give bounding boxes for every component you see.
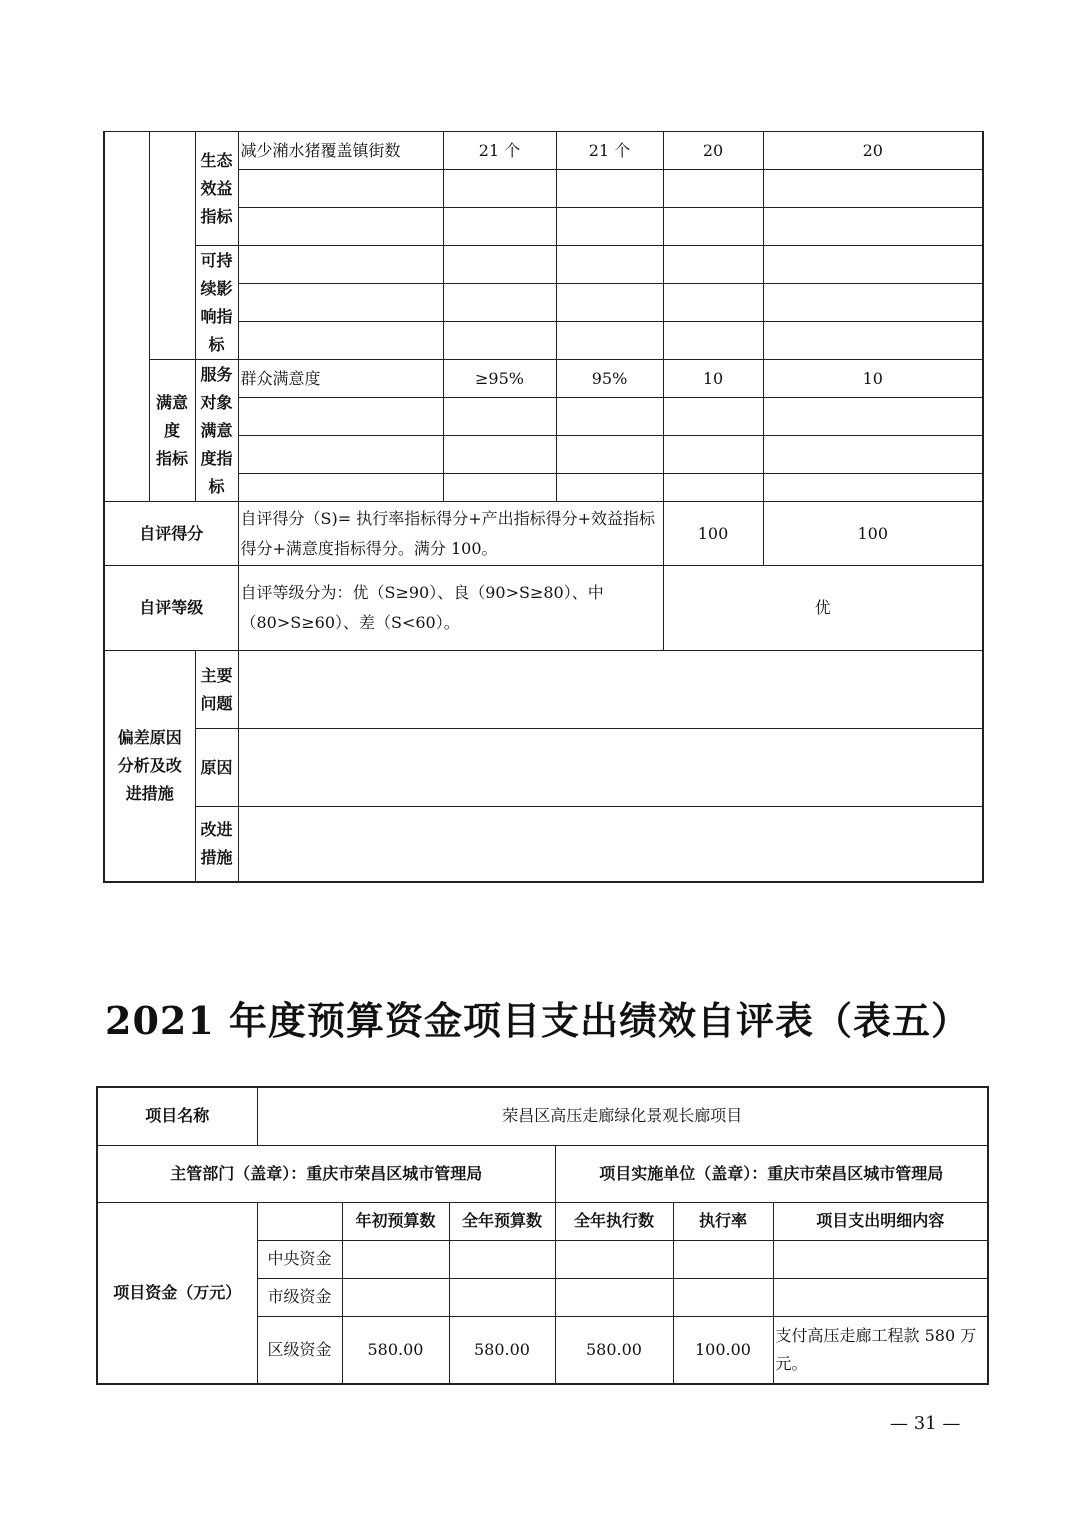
benefit-blank-cell <box>149 132 195 360</box>
empty-cell <box>763 398 983 436</box>
initial-budget-cell <box>342 1240 449 1278</box>
self-score-weight: 100 <box>663 502 763 566</box>
satisfaction-indicator-target: ≥95% <box>443 360 556 398</box>
initial-budget-cell <box>342 1278 449 1316</box>
annual-execution-cell <box>555 1278 673 1316</box>
satisfaction-group-label: 满意 度 指标 <box>149 360 195 502</box>
improvement-content <box>238 807 983 882</box>
execution-rate-cell: 100.00 <box>673 1316 773 1384</box>
empty-cell <box>443 474 556 502</box>
initial-budget-cell: 580.00 <box>342 1316 449 1384</box>
empty-cell <box>443 436 556 474</box>
eco-indicator-score: 20 <box>763 132 983 170</box>
self-grade-value: 优 <box>663 566 983 651</box>
outer-blank-cell <box>104 132 149 502</box>
service-satisfaction-label: 服务 对象 满意 度指 标 <box>195 360 238 502</box>
empty-cell <box>763 208 983 246</box>
empty-cell <box>238 170 443 208</box>
annual-budget-cell <box>449 1240 555 1278</box>
empty-cell <box>443 398 556 436</box>
reason-label: 原因 <box>195 729 238 807</box>
improvement-label: 改进 措施 <box>195 807 238 882</box>
eco-benefit-label: 生态 效益 指标 <box>195 132 238 246</box>
header-annual-budget: 全年预算数 <box>449 1202 555 1240</box>
empty-cell <box>443 208 556 246</box>
header-blank-cell <box>257 1202 342 1240</box>
empty-cell <box>556 284 663 322</box>
empty-cell <box>663 436 763 474</box>
empty-cell <box>763 322 983 360</box>
empty-cell <box>443 284 556 322</box>
self-grade-label: 自评等级 <box>104 566 238 651</box>
sustain-impact-label: 可持 续影 响指 标 <box>195 246 238 360</box>
execution-rate-cell <box>673 1240 773 1278</box>
page-title: 2021 年度预算资金项目支出绩效自评表（表五） <box>105 998 970 1043</box>
supervising-department: 主管部门（盖章）：重庆市荣昌区城市管理局 <box>97 1145 555 1202</box>
empty-cell <box>663 474 763 502</box>
annual-budget-cell <box>449 1278 555 1316</box>
empty-cell <box>238 208 443 246</box>
page-number: — 31 — <box>890 1413 961 1434</box>
implementing-unit: 项目实施单位（盖章）：重庆市荣昌区城市管理局 <box>555 1145 988 1202</box>
annual-execution-cell <box>555 1240 673 1278</box>
header-initial-budget: 年初预算数 <box>342 1202 449 1240</box>
empty-cell <box>663 208 763 246</box>
empty-cell <box>663 246 763 284</box>
project-name-label: 项目名称 <box>97 1087 257 1145</box>
empty-cell <box>238 398 443 436</box>
expense-detail-cell: 支付高压走廊工程款 580 万元。 <box>773 1316 988 1384</box>
empty-cell <box>556 322 663 360</box>
satisfaction-indicator-score: 10 <box>763 360 983 398</box>
empty-cell <box>663 170 763 208</box>
self-grade-description: 自评等级分为：优（S≥90）、良（90>S≥80）、中（80>S≥60）、差（S<60）。 <box>238 566 663 651</box>
empty-cell <box>556 398 663 436</box>
project-name-value: 荣昌区高压走廊绿化景观长廊项目 <box>257 1087 988 1145</box>
empty-cell <box>556 474 663 502</box>
fund-source-name: 市级资金 <box>257 1278 342 1316</box>
header-expense-detail: 项目支出明细内容 <box>773 1202 988 1240</box>
main-problem-content <box>238 651 983 729</box>
empty-cell <box>763 284 983 322</box>
header-annual-execution: 全年执行数 <box>555 1202 673 1240</box>
performance-indicator-table <box>103 131 984 883</box>
empty-cell <box>763 246 983 284</box>
deviation-analysis-label: 偏差原因 分析及改 进措施 <box>104 651 195 882</box>
empty-cell <box>556 170 663 208</box>
empty-cell <box>238 246 443 284</box>
self-score-description: 自评得分（S)= 执行率指标得分+产出指标得分+效益指标得分+满意度指标得分。满分 100。 <box>238 502 663 566</box>
project-fund-label: 项目资金（万元） <box>97 1202 257 1384</box>
empty-cell <box>443 322 556 360</box>
empty-cell <box>663 284 763 322</box>
empty-cell <box>443 246 556 284</box>
expense-detail-cell <box>773 1278 988 1316</box>
fund-source-name: 中央资金 <box>257 1240 342 1278</box>
header-execution-rate: 执行率 <box>673 1202 773 1240</box>
satisfaction-indicator-name: 群众满意度 <box>238 360 443 398</box>
empty-cell <box>556 436 663 474</box>
satisfaction-indicator-weight: 10 <box>663 360 763 398</box>
main-problem-label: 主要 问题 <box>195 651 238 729</box>
empty-cell <box>443 170 556 208</box>
empty-cell <box>556 208 663 246</box>
empty-cell <box>663 398 763 436</box>
annual-budget-cell: 580.00 <box>449 1316 555 1384</box>
empty-cell <box>238 284 443 322</box>
eco-indicator-weight: 20 <box>663 132 763 170</box>
execution-rate-cell <box>673 1278 773 1316</box>
empty-cell <box>238 322 443 360</box>
eco-indicator-name: 减少潲水猪覆盖镇街数 <box>238 132 443 170</box>
self-score-label: 自评得分 <box>104 502 238 566</box>
reason-content <box>238 729 983 807</box>
satisfaction-indicator-actual: 95% <box>556 360 663 398</box>
empty-cell <box>238 474 443 502</box>
annual-execution-cell: 580.00 <box>555 1316 673 1384</box>
empty-cell <box>556 246 663 284</box>
empty-cell <box>238 436 443 474</box>
expense-detail-cell <box>773 1240 988 1278</box>
empty-cell <box>763 170 983 208</box>
empty-cell <box>763 474 983 502</box>
project-fund-table <box>96 1086 989 1385</box>
eco-indicator-actual: 21 个 <box>556 132 663 170</box>
fund-source-name: 区级资金 <box>257 1316 342 1384</box>
eco-indicator-target: 21 个 <box>443 132 556 170</box>
empty-cell <box>663 322 763 360</box>
empty-cell <box>763 436 983 474</box>
self-score-value: 100 <box>763 502 983 566</box>
